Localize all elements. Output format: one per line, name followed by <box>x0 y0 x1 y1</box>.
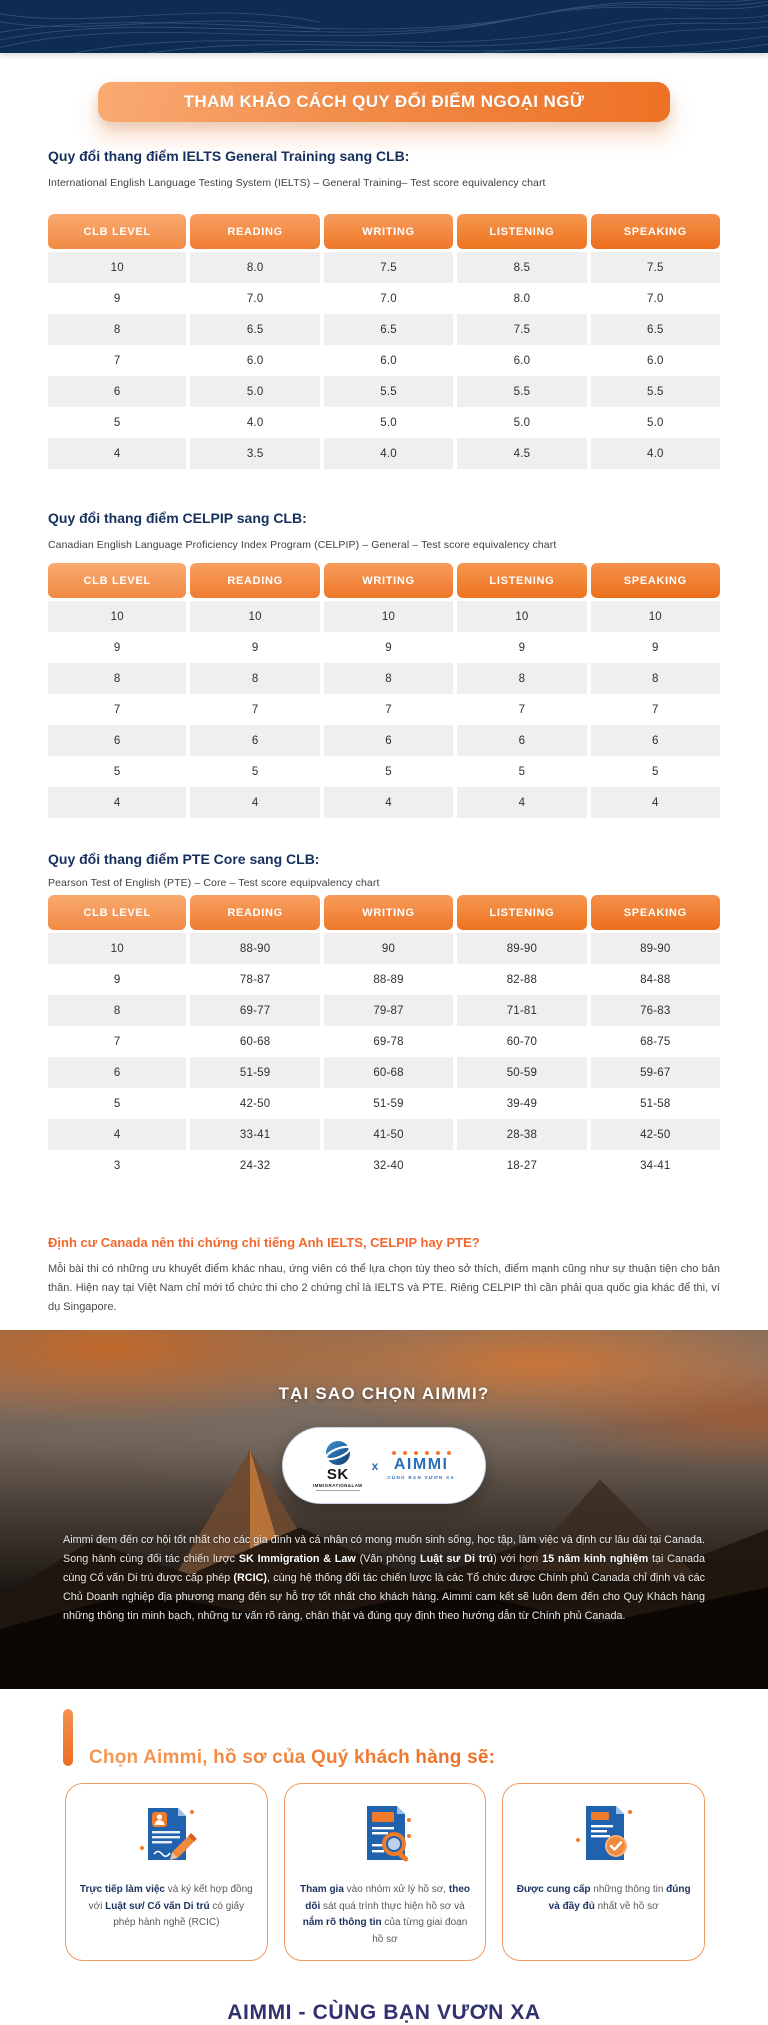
benefit-card <box>284 1783 487 1961</box>
table-row <box>48 964 720 995</box>
accent-bar <box>63 1709 73 1766</box>
table-cell: 42-50 <box>591 1119 720 1150</box>
table-cell: 9 <box>385 641 392 654</box>
ielts-section-subtitle: International English Language Testing System (IELTS) – General Training– Test score equivalency chart <box>48 177 546 189</box>
table-cell: 32-40 <box>373 1159 404 1172</box>
table-cell: 8 <box>190 663 319 694</box>
table-cell: 82-88 <box>506 973 538 986</box>
column-header: READING <box>190 895 319 930</box>
table-row <box>48 933 720 964</box>
column-header: CLB LEVEL <box>48 563 186 598</box>
table-cell: 5.0 <box>380 416 397 429</box>
table-row <box>48 438 720 469</box>
table-cell: 7.5 <box>457 314 586 345</box>
table-cell: 6 <box>48 725 186 756</box>
table-cell: 7 <box>651 703 659 716</box>
table-row <box>48 407 720 438</box>
column-header: WRITING <box>324 895 453 930</box>
table-cell: 9 <box>113 973 121 986</box>
celpip-section-heading: Quy đổi thang điểm CELPIP sang CLB: <box>48 510 307 526</box>
table-cell: 78-87 <box>239 973 271 986</box>
table-cell: 6 <box>48 376 186 407</box>
table-cell: 8 <box>48 995 186 1026</box>
column-header: WRITING <box>324 563 453 598</box>
table-cell: 6.0 <box>647 354 664 367</box>
aimmi-logo-tagline: CÙNG BẠN VƯƠN XA <box>387 1474 455 1480</box>
table-cell: 8 <box>457 663 586 694</box>
aimmi-dots-icon <box>392 1451 451 1455</box>
table-cell: 10 <box>190 601 319 632</box>
table-cell: 59-67 <box>591 1057 720 1088</box>
table-cell: 28-38 <box>457 1119 586 1150</box>
benefit-card <box>65 1783 268 1961</box>
table-cell: 76-83 <box>591 995 720 1026</box>
table-row <box>48 663 720 694</box>
table-cell: 6.5 <box>324 314 453 345</box>
logo-x-separator: x <box>371 1458 379 1473</box>
table-cell: 7 <box>385 703 392 716</box>
column-header: SPEAKING <box>591 563 720 598</box>
table-cell: 68-75 <box>640 1035 671 1048</box>
table-row <box>48 787 720 818</box>
table-cell: 42-50 <box>239 1097 271 1110</box>
table-cell: 7.0 <box>647 292 664 305</box>
table-cell: 4.0 <box>246 416 264 429</box>
table-row <box>48 694 720 725</box>
table-cell: 4 <box>48 787 186 818</box>
table-cell: 60-68 <box>324 1057 453 1088</box>
table-cell: 4.0 <box>591 438 720 469</box>
aimmi-logo <box>387 1451 455 1481</box>
table-cell: 6 <box>324 725 453 756</box>
table-cell: 6.0 <box>513 354 531 367</box>
table-cell: 4 <box>457 787 586 818</box>
choose-heading-block <box>63 1709 768 1766</box>
table-cell: 69-78 <box>373 1035 404 1048</box>
table-cell: 41-50 <box>324 1119 453 1150</box>
table-row <box>48 314 720 345</box>
table-cell: 6 <box>457 725 586 756</box>
table-cell: 79-87 <box>324 995 453 1026</box>
table-cell: 6.0 <box>380 354 397 367</box>
document-magnifier-icon <box>349 1802 421 1868</box>
table-cell: 50-59 <box>457 1057 586 1088</box>
column-header: CLB LEVEL <box>48 214 186 249</box>
table-cell: 3 <box>113 1159 121 1172</box>
table-cell: 4 <box>324 787 453 818</box>
table-cell: 39-49 <box>506 1097 538 1110</box>
table-cell: 5 <box>113 1097 121 1110</box>
aimmi-logo-name: AIMMI <box>393 1455 449 1473</box>
wave-pattern-icon <box>0 0 768 53</box>
table-cell: 7.0 <box>380 292 397 305</box>
table-cell: 10 <box>457 601 586 632</box>
table-row <box>48 1026 720 1057</box>
sk-logo-name: SK <box>326 1465 349 1483</box>
table-cell: 89-90 <box>591 933 720 964</box>
column-header: SPEAKING <box>591 214 720 249</box>
table-cell: 88-89 <box>373 973 404 986</box>
table-cell: 8 <box>48 663 186 694</box>
column-header: CLB LEVEL <box>48 895 186 930</box>
table-cell: 8 <box>324 663 453 694</box>
column-header: WRITING <box>324 214 453 249</box>
table-cell: 10 <box>48 601 186 632</box>
table-cell: 18-27 <box>506 1159 538 1172</box>
table-row <box>48 1088 720 1119</box>
table-cell: 4 <box>48 1119 186 1150</box>
table-header-row <box>48 895 720 930</box>
table-cell: 90 <box>324 933 453 964</box>
table-cell: 5 <box>385 765 392 778</box>
benefit-card <box>502 1783 705 1961</box>
page-banner: THAM KHẢO CÁCH QUY ĐỔI ĐIỂM NGOẠI NGỮ <box>98 82 670 122</box>
table-cell: 5.0 <box>647 416 664 429</box>
table-cell: 5.5 <box>457 376 586 407</box>
table-cell: 5 <box>113 416 121 429</box>
column-header: READING <box>190 563 319 598</box>
table-cell: 8 <box>48 314 186 345</box>
table-cell: 8.0 <box>190 252 319 283</box>
table-cell: 6.5 <box>190 314 319 345</box>
table-row <box>48 1119 720 1150</box>
table-cell: 69-77 <box>190 995 319 1026</box>
table-header-row <box>48 563 720 598</box>
table-cell: 6 <box>190 725 319 756</box>
table-cell: 7 <box>113 1035 121 1048</box>
table-cell: 89-90 <box>457 933 586 964</box>
table-cell: 7.5 <box>591 252 720 283</box>
sk-globe-icon <box>325 1440 351 1466</box>
hero-section <box>0 1330 768 1689</box>
table-cell: 33-41 <box>190 1119 319 1150</box>
table-cell: 7 <box>113 354 121 367</box>
choose-heading: Chọn Aimmi, hồ sơ của Quý khách hàng sẽ: <box>89 1747 496 1768</box>
column-header: LISTENING <box>457 563 586 598</box>
table-cell: 7.5 <box>324 252 453 283</box>
table-cell: 24-32 <box>239 1159 271 1172</box>
table-cell: 10 <box>48 933 186 964</box>
table-row <box>48 345 720 376</box>
hero-title: TẠI SAO CHỌN AIMMI? <box>278 1384 490 1403</box>
table-cell: 9 <box>651 641 659 654</box>
table-cell: 5.0 <box>513 416 531 429</box>
sk-logo-divider <box>316 1490 360 1491</box>
ielts-table <box>48 214 720 469</box>
table-cell: 6.0 <box>246 354 264 367</box>
table-row <box>48 376 720 407</box>
advice-heading: Định cư Canada nên thi chứng chỉ tiếng Anh IELTS, CELPIP hay PTE? <box>48 1235 480 1250</box>
table-cell: 71-81 <box>457 995 586 1026</box>
advice-paragraph: Mỗi bài thi có những ưu khuyết điểm khác nhau, ứng viên có thể lựa chọn tùy theo sở thích, điểm mạnh cũng như sự thuận tiện cho bản thân. Hiện nay tại Việt Nam chỉ mới tổ chức thi cho 2 chứng chỉ là IELTS và PTE. Riêng CELPIP thì cần phải qua quốc gia khác để thi, ví dụ Singapore. <box>48 1263 720 1313</box>
table-cell: 8.0 <box>513 292 531 305</box>
table-cell: 6.5 <box>591 314 720 345</box>
table-cell: 51-58 <box>640 1097 671 1110</box>
table-cell: 34-41 <box>640 1159 671 1172</box>
table-cell: 60-70 <box>506 1035 538 1048</box>
table-cell: 9 <box>518 641 526 654</box>
table-cell: 51-59 <box>373 1097 404 1110</box>
main-content <box>0 148 768 1317</box>
table-cell: 3.5 <box>190 438 319 469</box>
pte-table <box>48 895 720 1181</box>
sk-logo <box>313 1440 363 1492</box>
table-cell: 9 <box>113 641 121 654</box>
table-cell: 9 <box>251 641 259 654</box>
table-cell: 5 <box>651 765 659 778</box>
benefit-cards <box>65 1783 705 1961</box>
table-cell: 5 <box>113 765 121 778</box>
table-cell: 4.0 <box>324 438 453 469</box>
table-cell: 5.5 <box>324 376 453 407</box>
table-row <box>48 601 720 632</box>
table-row <box>48 252 720 283</box>
table-cell: 6 <box>48 1057 186 1088</box>
table-cell: 5.0 <box>190 376 319 407</box>
table-cell: 4 <box>48 438 186 469</box>
table-row <box>48 1150 720 1181</box>
document-verified-icon <box>568 1802 640 1868</box>
partner-logos-pill <box>282 1427 486 1504</box>
top-wave-band <box>0 0 768 53</box>
footer-slogan: AIMMI - CÙNG BẠN VƯƠN XA <box>227 2001 541 2024</box>
table-cell: 8.5 <box>457 252 586 283</box>
table-row <box>48 632 720 663</box>
table-cell: 4 <box>190 787 319 818</box>
column-header: READING <box>190 214 319 249</box>
table-cell: 8 <box>591 663 720 694</box>
table-cell: 4 <box>591 787 720 818</box>
table-cell: 51-59 <box>190 1057 319 1088</box>
table-cell: 88-90 <box>190 933 319 964</box>
table-cell: 4.5 <box>457 438 586 469</box>
column-header: SPEAKING <box>591 895 720 930</box>
table-row <box>48 725 720 756</box>
column-header: LISTENING <box>457 214 586 249</box>
table-cell: 5.5 <box>591 376 720 407</box>
table-cell: 5 <box>251 765 259 778</box>
table-cell: 84-88 <box>640 973 671 986</box>
table-cell: 60-68 <box>239 1035 271 1048</box>
table-cell: 7 <box>113 703 121 716</box>
celpip-table <box>48 563 720 818</box>
benefit-card-text: Được cung cấp những thông tin đúng và đầy đủ nhất về hồ sơ <box>516 1884 691 1912</box>
table-cell: 9 <box>113 292 121 305</box>
contract-signing-icon <box>130 1802 202 1868</box>
ielts-section-heading: Quy đổi thang điểm IELTS General Training sang CLB: <box>48 148 410 164</box>
benefit-card-text: Tham gia vào nhóm xử lý hồ sơ, theo dõi sát quá trình thực hiện hồ sơ và nắm rõ thông tin của từng giai đoạn hồ sơ <box>300 1884 470 1945</box>
table-cell: 10 <box>324 601 453 632</box>
table-cell: 10 <box>48 252 186 283</box>
table-row <box>48 283 720 314</box>
table-row <box>48 995 720 1026</box>
celpip-section-subtitle: Canadian English Language Proficiency Index Program (CELPIP) – General – Test score equivalency chart <box>48 539 557 551</box>
table-row <box>48 1057 720 1088</box>
table-header-row <box>48 214 720 249</box>
table-cell: 5 <box>518 765 526 778</box>
table-row <box>48 756 720 787</box>
hero-paragraph: Aimmi đem đến cơ hội tốt nhất cho các gia đình và cá nhân có mong muốn sinh sống, học tập, làm việc và định cư lâu dài tại Canada. Song hành cùng đối tác chiến lược SK Immigration & Law (Văn phòng Luật sư Di trú) với hơn 15 năm kinh nghiệm tại Canada cùng Cố vấn Di trú được cấp phép (RCIC), cùng hệ thống đối tác chiến lược là các Tổ chức được Chính phủ Canada chỉ định và các Chủ Doanh nghiệp địa phương mang đến sự hỗ trợ tốt nhất cho khách hàng. Aimmi cam kết sẽ luôn đem đến cho Quý Khách hàng những thông tin minh bạch, những tư vấn rõ ràng, chân thật và đúng quy định theo hướng dẫn từ Chính phủ Canada. <box>63 1534 706 1622</box>
table-cell: 10 <box>591 601 720 632</box>
sk-logo-subtitle: IMMIGRATION&LAW <box>313 1482 363 1488</box>
pte-section-subtitle: Pearson Test of English (PTE) – Core – Test score equipvalency chart <box>48 877 380 889</box>
pte-section-heading: Quy đổi thang điểm PTE Core sang CLB: <box>48 851 320 867</box>
table-cell: 7 <box>518 703 526 716</box>
table-cell: 7 <box>251 703 259 716</box>
column-header: LISTENING <box>457 895 586 930</box>
table-cell: 6 <box>591 725 720 756</box>
benefit-card-text: Trực tiếp làm việc và ký kết hợp đồng với Luật sư/ Cố vấn Di trú có giấy phép hành nghề (RCIC) <box>79 1884 253 1928</box>
table-cell: 7.0 <box>246 292 264 305</box>
